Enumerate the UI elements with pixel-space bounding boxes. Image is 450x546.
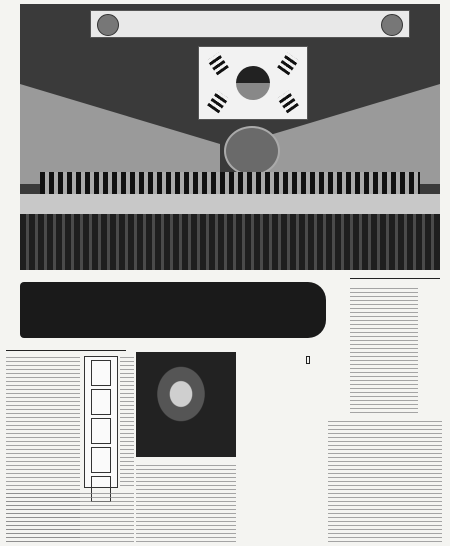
emblem-icon xyxy=(224,126,280,176)
audience xyxy=(20,214,440,270)
section-box xyxy=(84,356,118,488)
rule xyxy=(6,350,126,351)
stage-floor xyxy=(20,194,440,214)
box-char xyxy=(91,360,111,386)
box-char xyxy=(91,447,111,473)
seal-right-icon xyxy=(381,14,403,36)
article-text-narrow xyxy=(120,356,134,486)
box-char xyxy=(91,389,111,415)
stage-banner xyxy=(90,10,410,38)
article-text-right-lower xyxy=(328,418,442,542)
rule xyxy=(350,278,440,279)
portrait-photo xyxy=(136,352,236,457)
article-kicker xyxy=(306,356,310,364)
article-text-center xyxy=(136,462,236,542)
ceremony-photo xyxy=(20,4,440,270)
box-char xyxy=(91,418,111,444)
article-text-left-lower xyxy=(6,492,134,542)
drape-left xyxy=(20,84,220,184)
seal-left-icon xyxy=(97,14,119,36)
dignitaries-row xyxy=(40,172,420,194)
korean-flag-icon xyxy=(198,46,308,120)
main-headline xyxy=(20,282,326,338)
article-text-right xyxy=(350,285,418,413)
